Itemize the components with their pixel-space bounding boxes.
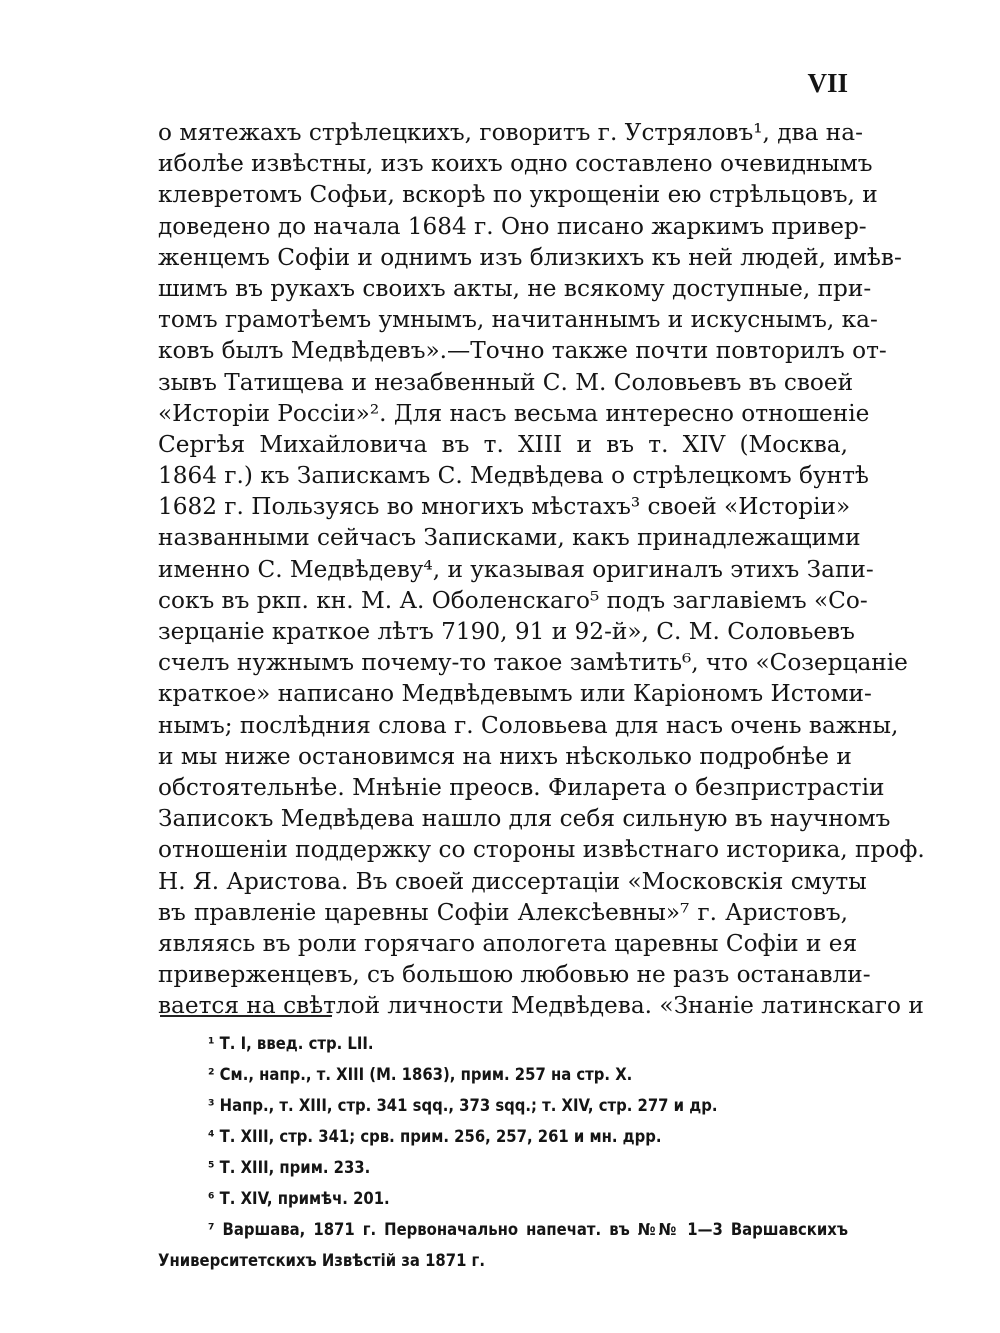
body-line: Н. Я. Аристова. Въ своей диссертаціи «Московскія смуты: [158, 867, 867, 895]
body-line: зерцаніе краткое лѣтъ 7190, 91 и 92-й», С. М. Соловьевъ: [158, 618, 855, 645]
body-line: доведено до начала 1684 г. Оно писано жаркимъ привер-: [158, 212, 867, 240]
body-line: «Исторіи Россіи»². Для насъ весьма интересно отношеніе: [158, 399, 870, 427]
body-line: 1682 г. Пользуясь во многихъ мѣстахъ³ своей «Исторіи»: [158, 493, 851, 521]
footnote-6: ⁶ Т. XIV, примѣч. 201.: [208, 1189, 390, 1208]
body-line: и мы ниже остановимся на нихъ нѣсколько подробнѣе и: [158, 742, 852, 770]
footnote-1: ¹ Т. I, введ. стр. LII.: [208, 1034, 374, 1053]
footnote-5: ⁵ Т. XIII, прим. 233.: [208, 1158, 371, 1177]
body-line: Сергѣя Михайловича въ т. XIII и въ т. XIV (Москва,: [158, 430, 848, 458]
body-line: отношеніи поддержку со стороны извѣстнаго историка, проф.: [158, 836, 925, 864]
body-line: именно С. Медвѣдеву⁴, и указывая оригиналъ этихъ Запи-: [158, 555, 874, 583]
footnote-7: ⁷ Варшава, 1871 г. Первоначально напечат. въ №№ 1—3 Варшавскихъ: [208, 1220, 848, 1239]
page-number: VII: [807, 68, 848, 98]
footnote-3: ³ Напр., т. XIII, стр. 341 sqq., 373 sqq.; т. XIV, стр. 277 и др.: [208, 1096, 718, 1115]
body-line: женцемъ Софіи и однимъ изъ близкихъ къ ней людей, имѣв-: [158, 243, 902, 271]
body-line: въ правленіе царевны Софіи Алексѣевны»⁷ г. Аристовъ,: [158, 898, 848, 926]
body-line: томъ грамотѣемъ умнымъ, начитаннымъ и искуснымъ, ка-: [158, 306, 878, 334]
footnote-7-continuation: Университетскихъ Извѣстій за 1871 г.: [158, 1251, 485, 1270]
body-line: сокъ въ ркп. кн. М. А. Оболенскаго⁵ подъ заглавіемъ «Со-: [158, 586, 868, 614]
body-line: иболѣе извѣстны, изъ коихъ одно составлено очевиднымъ: [158, 150, 873, 178]
body-line: шимъ въ рукахъ своихъ акты, не всякому доступные, при-: [158, 274, 872, 302]
body-line: вается на свѣтлой личности Медвѣдева. «Знаніе латинскаго и: [158, 992, 924, 1020]
footnote-2: ² См., напр., т. XIII (М. 1863), прим. 257 на стр. X.: [208, 1065, 633, 1084]
body-line: о мятежахъ стрѣлецкихъ, говоритъ г. Устряловъ¹, два на-: [158, 119, 863, 146]
footnote-divider: [160, 1015, 332, 1017]
body-line: названными сейчасъ Записками, какъ принадлежащими: [158, 524, 861, 552]
footnote-4: ⁴ Т. XIII, стр. 341; срв. прим. 256, 257, 261 и мн. дрр.: [208, 1127, 662, 1146]
body-line: нымъ; послѣдния слова г. Соловьева для насъ очень важны,: [158, 711, 899, 739]
body-line: клевретомъ Софьи, вскорѣ по укрощеніи ею стрѣльцовъ, и: [158, 181, 878, 209]
body-text: [158, 117, 925, 1021]
body-line: 1864 г.) къ Запискамъ С. Медвѣдева о стрѣлецкомъ бунтѣ: [158, 462, 869, 490]
body-line: являясь въ роли горячаго апологета царевны Софіи и ея: [158, 929, 858, 957]
body-line: счелъ нужнымъ почему-то такое замѣтить⁶, что «Созерцаніе: [158, 649, 908, 677]
body-line: Записокъ Медвѣдева нашло для себя сильную въ научномъ: [158, 805, 891, 833]
body-line: обстоятельнѣе. Мнѣніе преосв. Филарета о безпристрастіи: [158, 773, 885, 801]
footnotes: [158, 1028, 848, 1276]
body-line: зывъ Татищева и незабвенный С. М. Соловьевъ въ своей: [158, 368, 854, 396]
body-line: приверженцевъ, съ большою любовью не разъ останавли-: [158, 961, 871, 989]
body-line: краткое» написано Медвѣдевымъ или Каріономъ Истоми-: [158, 680, 872, 708]
body-line: ковъ былъ Медвѣдевъ».—Точно также почти повторилъ от-: [158, 337, 887, 365]
